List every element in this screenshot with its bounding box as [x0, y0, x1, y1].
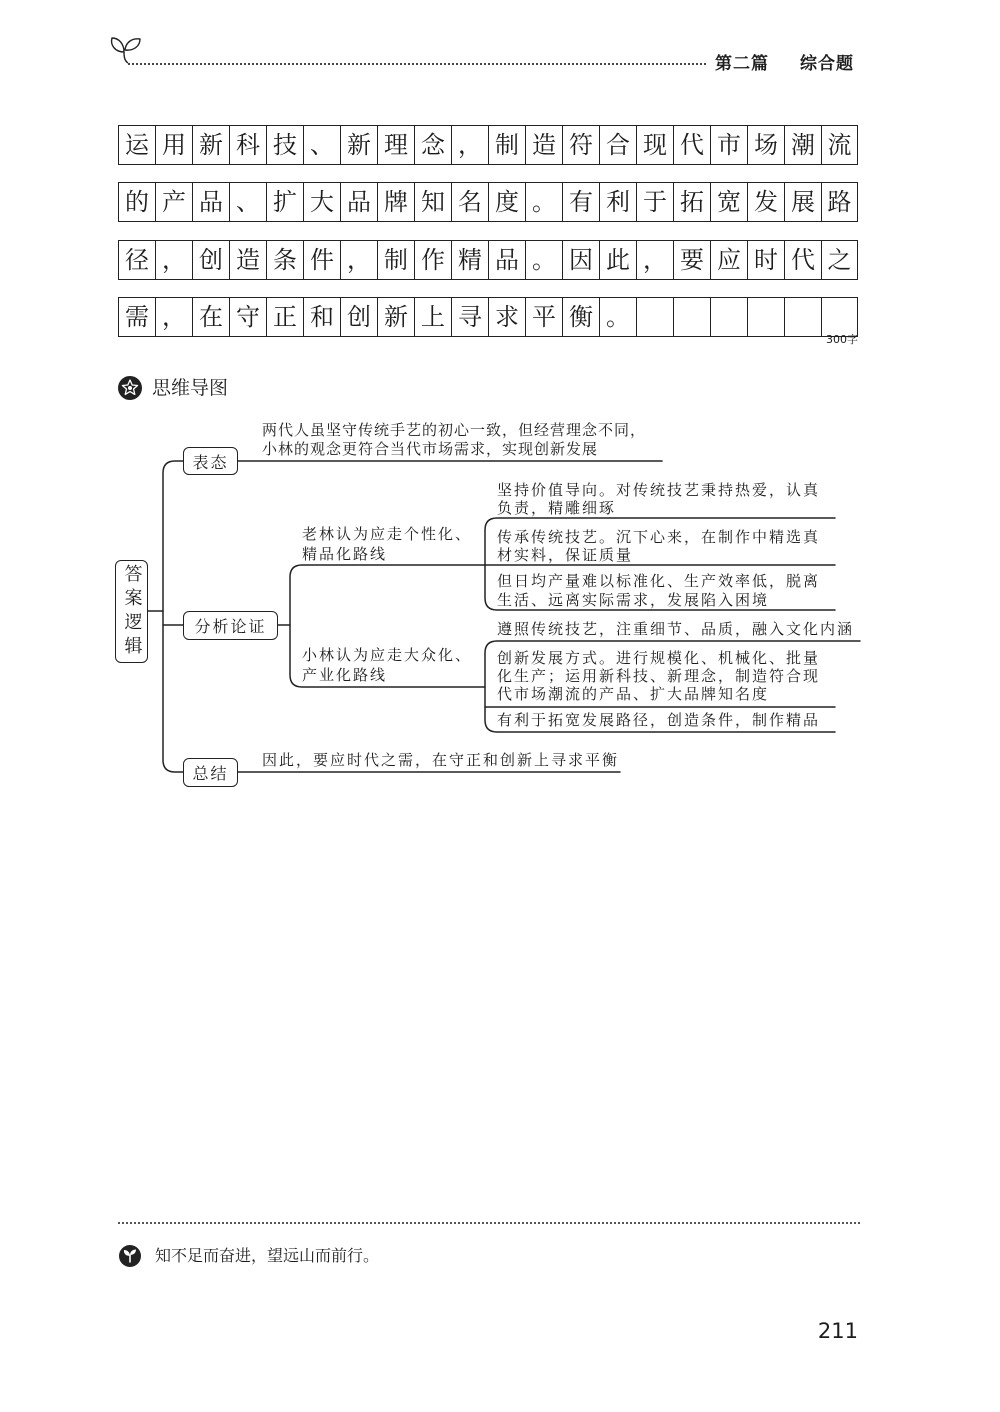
- grid-row: [118, 240, 858, 280]
- point-line: 材实料，保证质量: [497, 546, 634, 564]
- grid-cell: 合: [599, 126, 636, 164]
- grid-cell: 符: [562, 126, 599, 164]
- grid-cell: 此: [599, 241, 636, 279]
- grid-row: [118, 297, 858, 337]
- grid-cell: 。: [525, 241, 562, 279]
- grid-cell: 寻: [451, 298, 488, 336]
- grid-cell: 需: [118, 298, 155, 336]
- lao-lin-point: [497, 572, 820, 610]
- grid-cell: 条: [266, 241, 303, 279]
- point-line: 坚持价值导向。对传统技艺秉持热爱，认真: [497, 481, 821, 499]
- flower-badge-icon: [117, 375, 143, 401]
- grid-cell: 制: [488, 126, 525, 164]
- grid-cell: 创: [192, 241, 229, 279]
- point-line: 负责，精雕细琢: [497, 499, 617, 517]
- grid-cell: 上: [414, 298, 451, 336]
- chapter-title: 综合题: [800, 54, 854, 74]
- grid-cell: 潮: [784, 126, 821, 164]
- xiao-lin-line: 产业化路线: [302, 666, 388, 684]
- grid-cell: 运: [118, 126, 155, 164]
- mindmap-root-label: 答案逻辑: [121, 563, 143, 660]
- mindmap-title: 思维导图: [152, 377, 229, 399]
- word-count-label: 300字: [826, 333, 858, 346]
- grid-cell: 。: [599, 298, 636, 336]
- grid-cell: 衡: [562, 298, 599, 336]
- point-line: 遵照传统技艺，注重细节、品质，融入文化内涵: [497, 620, 855, 638]
- grid-cell: 求: [488, 298, 525, 336]
- grid-row: [118, 125, 858, 165]
- grid-cell: 之: [821, 241, 858, 279]
- grid-cell: 正: [266, 298, 303, 336]
- lao-lin-line: 老林认为应走个性化、: [302, 525, 473, 543]
- grid-row: [118, 182, 858, 222]
- grid-cell: 于: [636, 183, 673, 221]
- grid-cell: 精: [451, 241, 488, 279]
- grid-cell: 流: [821, 126, 858, 164]
- main-bracket: [163, 461, 183, 772]
- point-line: 化生产；运用新科技、新理念，制造符合现: [497, 667, 821, 685]
- grid-cell: 场: [747, 126, 784, 164]
- point-line: 代市场潮流的产品、扩大品牌知名度: [497, 685, 770, 703]
- grid-cell: ，: [636, 241, 673, 279]
- grid-cell: [747, 298, 784, 336]
- sprout-badge-icon: [118, 1244, 142, 1268]
- grid-cell: 发: [747, 183, 784, 221]
- grid-cell: 制: [377, 241, 414, 279]
- grid-cell: 在: [192, 298, 229, 336]
- grid-cell: 创: [340, 298, 377, 336]
- grid-cell: 要: [673, 241, 710, 279]
- lao-lin-point: [497, 528, 820, 564]
- grid-cell: [821, 298, 858, 336]
- grid-cell: 品: [340, 183, 377, 221]
- grid-cell: 径: [118, 241, 155, 279]
- grid-cell: 展: [784, 183, 821, 221]
- grid-cell: [784, 298, 821, 336]
- header-dotted-rule: [128, 63, 706, 65]
- grid-cell: 守: [229, 298, 266, 336]
- grid-cell: 应: [710, 241, 747, 279]
- grid-cell: 现: [636, 126, 673, 164]
- grid-cell: 拓: [673, 183, 710, 221]
- xiao-lin-line: 小林认为应走大众化、: [302, 646, 473, 664]
- grid-cell: 平: [525, 298, 562, 336]
- grid-cell: 造: [525, 126, 562, 164]
- xiao-lin-point: [497, 711, 820, 729]
- point-line: 但日均产量难以标准化、生产效率低，脱离: [497, 572, 821, 590]
- grid-cell: 。: [525, 183, 562, 221]
- grid-cell: 科: [229, 126, 266, 164]
- grid-cell: ，: [155, 241, 192, 279]
- grid-cell: ，: [155, 298, 192, 336]
- grid-cell: 、: [303, 126, 340, 164]
- analysis-node: 分析论证: [183, 611, 278, 640]
- point-line: 生活、远离实际需求，发展陷入困境: [497, 591, 770, 609]
- grid-cell: 件: [303, 241, 340, 279]
- grid-cell: 用: [155, 126, 192, 164]
- stance-line: 两代人虽坚守传统手艺的初心一致，但经营理念不同，: [262, 421, 647, 439]
- grid-cell: 产: [155, 183, 192, 221]
- stance-text: [262, 421, 646, 459]
- grid-cell: 利: [599, 183, 636, 221]
- lao-lin-line: 精品化路线: [302, 545, 388, 563]
- grid-cell: 代: [784, 241, 821, 279]
- stance-line: 小林的观念更符合当代市场需求，实现创新发展: [262, 440, 599, 458]
- summary-node: 总结: [183, 758, 238, 787]
- grid-cell: 代: [673, 126, 710, 164]
- grid-cell: 理: [377, 126, 414, 164]
- summary-text: 因此，要应时代之需，在守正和创新上寻求平衡: [262, 751, 620, 769]
- grid-cell: [636, 298, 673, 336]
- grid-cell: 名: [451, 183, 488, 221]
- xiao-lin-point: [497, 649, 820, 703]
- grid-cell: 、: [229, 183, 266, 221]
- lao-lin-node: [302, 524, 472, 564]
- xiao-lin-point: [497, 620, 854, 638]
- grid-cell: 有: [562, 183, 599, 221]
- grid-cell: 和: [303, 298, 340, 336]
- grid-cell: 新: [340, 126, 377, 164]
- point-line: 有利于拓宽发展路径，创造条件，制作精品: [497, 711, 821, 729]
- footer-motto: 知不足而奋进，望远山而前行。: [155, 1246, 380, 1265]
- grid-cell: 牌: [377, 183, 414, 221]
- grid-cell: 扩: [266, 183, 303, 221]
- grid-cell: 作: [414, 241, 451, 279]
- grid-cell: 的: [118, 183, 155, 221]
- grid-cell: 因: [562, 241, 599, 279]
- grid-cell: 知: [414, 183, 451, 221]
- mindmap-root: [115, 560, 148, 663]
- lao-lin-point: [497, 481, 820, 517]
- point-line: 创新发展方式。进行规模化、机械化、批量: [497, 649, 821, 667]
- grid-cell: 大: [303, 183, 340, 221]
- grid-cell: [710, 298, 747, 336]
- grid-cell: ，: [340, 241, 377, 279]
- grid-cell: 时: [747, 241, 784, 279]
- grid-cell: 造: [229, 241, 266, 279]
- footer-dotted-rule: [118, 1222, 860, 1224]
- book-part: 第二篇: [715, 54, 769, 74]
- page-number: 211: [817, 1319, 858, 1343]
- grid-cell: 念: [414, 126, 451, 164]
- grid-cell: 度: [488, 183, 525, 221]
- grid-cell: 新: [192, 126, 229, 164]
- grid-cell: 宽: [710, 183, 747, 221]
- xiao-lin-node: [302, 645, 472, 685]
- grid-cell: 新: [377, 298, 414, 336]
- grid-cell: 市: [710, 126, 747, 164]
- grid-cell: 路: [821, 183, 858, 221]
- grid-cell: [673, 298, 710, 336]
- grid-cell: ，: [451, 126, 488, 164]
- point-line: 传承传统技艺。沉下心来，在制作中精选真: [497, 528, 821, 546]
- grid-cell: 品: [488, 241, 525, 279]
- grid-cell: 品: [192, 183, 229, 221]
- grid-cell: 技: [266, 126, 303, 164]
- stance-node: 表态: [183, 447, 238, 475]
